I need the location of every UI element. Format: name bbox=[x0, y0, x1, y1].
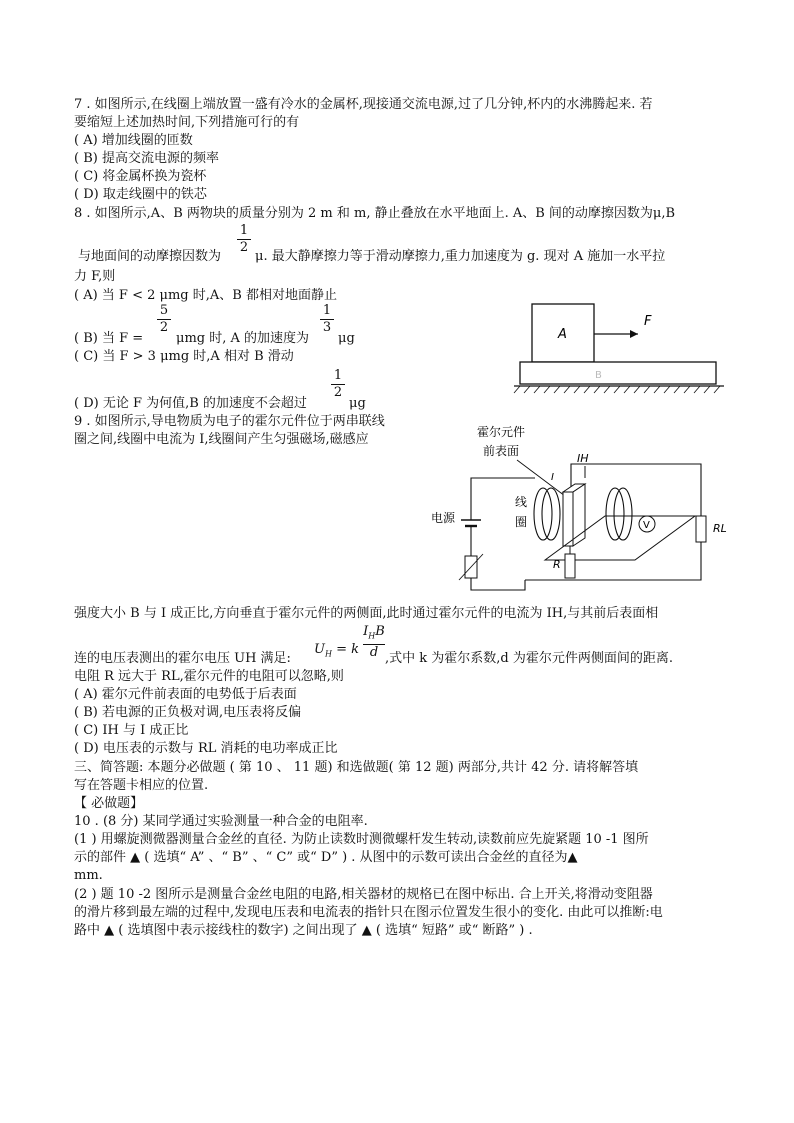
q7-option-d: ( D) 取走线圈中的铁芯 bbox=[74, 187, 207, 202]
q8-option-b-part3: μg bbox=[338, 331, 355, 346]
resistor-R-label: R bbox=[553, 558, 561, 571]
q10-part1-line3: mm. bbox=[74, 868, 103, 883]
q9-option-b: ( B) 若电源的正负极对调,电压表将反偏 bbox=[74, 705, 302, 720]
resistor-RL bbox=[696, 516, 706, 542]
q8-option-d-part2: μg bbox=[349, 396, 366, 411]
source-wire-bottom bbox=[471, 578, 525, 590]
q10-stem: 10 . (8 分) 某同学通过实验测量一种合金的电阻率. bbox=[74, 814, 368, 829]
current-I-label: I bbox=[551, 472, 554, 483]
section3-intro-line1: 三、简答题: 本题分必做题 ( 第 10 、 11 题) 和选做题( 第 12 题) 两部分,共计 42 分. 请将解答填 bbox=[74, 760, 639, 775]
q8-fraction-half-2: $\frac{1}{2}$ bbox=[331, 368, 345, 401]
q10-part2-line1: (2 ) 题 10 -2 图所示是测量合金丝电阻的电路,相关器材的规格已在图中标出. 合上开关,将滑动变阻器 bbox=[74, 887, 653, 902]
q10-part1-line1: (1 ) 用螺旋测微器测量合金丝的直径. 为防止读数时测微螺杆发生转动,读数前应先旋紧题 10 -1 图所 bbox=[74, 832, 649, 847]
q8-fraction-half: $\frac{1}{2}$ bbox=[237, 223, 251, 256]
q9-option-c: ( C) IH 与 I 成正比 bbox=[74, 723, 189, 738]
q8-stem-line2b: μ. 最大静摩擦力等于滑动摩擦力,重力加速度为 g. 现对 A 施加一水平拉 bbox=[255, 249, 666, 264]
q8-option-d-part1: ( D) 无论 F 为何值,B 的加速度不会超过 bbox=[74, 396, 307, 411]
q10-part1-line2: 示的部件 ▲ ( 选填“ A” 、“ B” 、“ C” 或“ D” ) . 从图中的示数可读出合金丝的直径为▲ bbox=[74, 850, 578, 865]
section3-required-header: 【 必做题】 bbox=[74, 796, 144, 811]
q8-option-c: ( C) 当 F > 3 μmg 时,A 相对 B 滑动 bbox=[74, 349, 294, 364]
q7-stem-line1: 7 . 如图所示,在线圈上端放置一盛有冷水的金属杯,现接通交流电源,过了几分钟,杯内的水沸腾起来. 若 bbox=[74, 97, 653, 112]
q8-stem-line1: 8 . 如图所示,A、B 两物块的质量分别为 2 m 和 m, 静止叠放在水平地面上. A、B 间的动摩擦因数为μ,B bbox=[74, 206, 676, 221]
current-IH-label: IH bbox=[577, 452, 589, 465]
block-b-label: B bbox=[595, 370, 602, 381]
front-surface-label: 前表面 bbox=[483, 444, 520, 458]
q9-stem-line2: 圈之间,线圈中电流为 I,线圈间产生匀强磁场,磁感应 bbox=[74, 432, 369, 447]
q9-stem-line5: 电阻 R 远大于 RL,霍尔元件的电阻可以忽略,则 bbox=[74, 669, 344, 684]
hall-element-front bbox=[563, 492, 573, 546]
q7-stem-line2: 要缩短上述加热时间,下列措施可行的有 bbox=[74, 115, 300, 130]
q8-option-b-part1: ( B) 当 F = bbox=[74, 331, 144, 346]
q10-part2-line2: 的滑片移到最左端的过程中,发现电压表和电流表的指针只在图示位置发生很小的变化. 由此可以推断:电 bbox=[74, 905, 663, 920]
hall-element-label: 霍尔元件 bbox=[477, 425, 526, 439]
coil-label-2: 圈 bbox=[515, 515, 528, 529]
q9-stem-line4a: 连的电压表测出的霍尔电压 UH 满足: bbox=[74, 651, 291, 666]
q9-option-a: ( A) 霍尔元件前表面的电势低于后表面 bbox=[74, 687, 297, 702]
resistor-R bbox=[565, 554, 575, 578]
q7-option-b: ( B) 提高交流电源的频率 bbox=[74, 151, 219, 166]
block-b bbox=[520, 362, 716, 384]
q8-stem-line2a: 与地面间的动摩擦因数为 bbox=[78, 249, 222, 264]
coil-left-2 bbox=[542, 488, 560, 540]
voltmeter-label: V bbox=[643, 520, 650, 531]
resistor-RL-label: RL bbox=[713, 522, 727, 535]
coil-right-1 bbox=[606, 488, 624, 540]
q9-stem-line1: 9 . 如图所示,导电物质为电子的霍尔元件位于两串联线 bbox=[74, 414, 385, 429]
q9-hall-circuit-figure bbox=[425, 420, 745, 600]
block-a-label: A bbox=[558, 327, 567, 342]
section3-intro-line2: 写在答题卡相应的位置. bbox=[74, 778, 209, 793]
q8-fraction-five-halves: $\frac{5}{2}$ bbox=[157, 303, 171, 336]
q9-stem-line4b: ,式中 k 为霍尔系数,d 为霍尔元件两侧面间的距离. bbox=[385, 651, 673, 666]
ground-hatching bbox=[514, 386, 720, 393]
q8-option-b-part2: μmg 时, A 的加速度为 bbox=[176, 331, 310, 346]
q10-part2-line3: 路中 ▲ ( 选填图中表示接线柱的数字) 之间出现了 ▲ ( 选填“ 短路” 或“ 断路” ) . bbox=[74, 923, 533, 938]
coil-right-2 bbox=[614, 488, 632, 540]
q7-option-a: ( A) 增加线圈的匝数 bbox=[74, 133, 193, 148]
q8-fraction-one-third: $\frac{1}{3}$ bbox=[320, 303, 334, 336]
coil-left-1 bbox=[534, 488, 552, 540]
q8-block-figure bbox=[510, 298, 730, 398]
q8-option-a: ( A) 当 F < 2 μmg 时,A、B 都相对地面静止 bbox=[74, 288, 337, 303]
q9-option-d: ( D) 电压表的示数与 RL 消耗的电功率成正比 bbox=[74, 741, 338, 756]
force-arrowhead-icon bbox=[630, 330, 638, 338]
q7-option-c: ( C) 将金属杯换为瓷杯 bbox=[74, 169, 207, 184]
force-label: F bbox=[644, 314, 652, 329]
source-label: 电源 bbox=[431, 511, 456, 525]
hall-element-side bbox=[573, 484, 585, 546]
hall-voltage-formula: $U_H = k$ $I_HB$ d bbox=[314, 624, 385, 660]
coil-label-1: 线 bbox=[515, 495, 528, 509]
q8-stem-line3: 力 F,则 bbox=[74, 269, 116, 284]
q9-stem-line3: 强度大小 B 与 I 成正比,方向垂直于霍尔元件的两侧面,此时通过霍尔元件的电流为 IH,与其前后表面相 bbox=[74, 606, 659, 621]
